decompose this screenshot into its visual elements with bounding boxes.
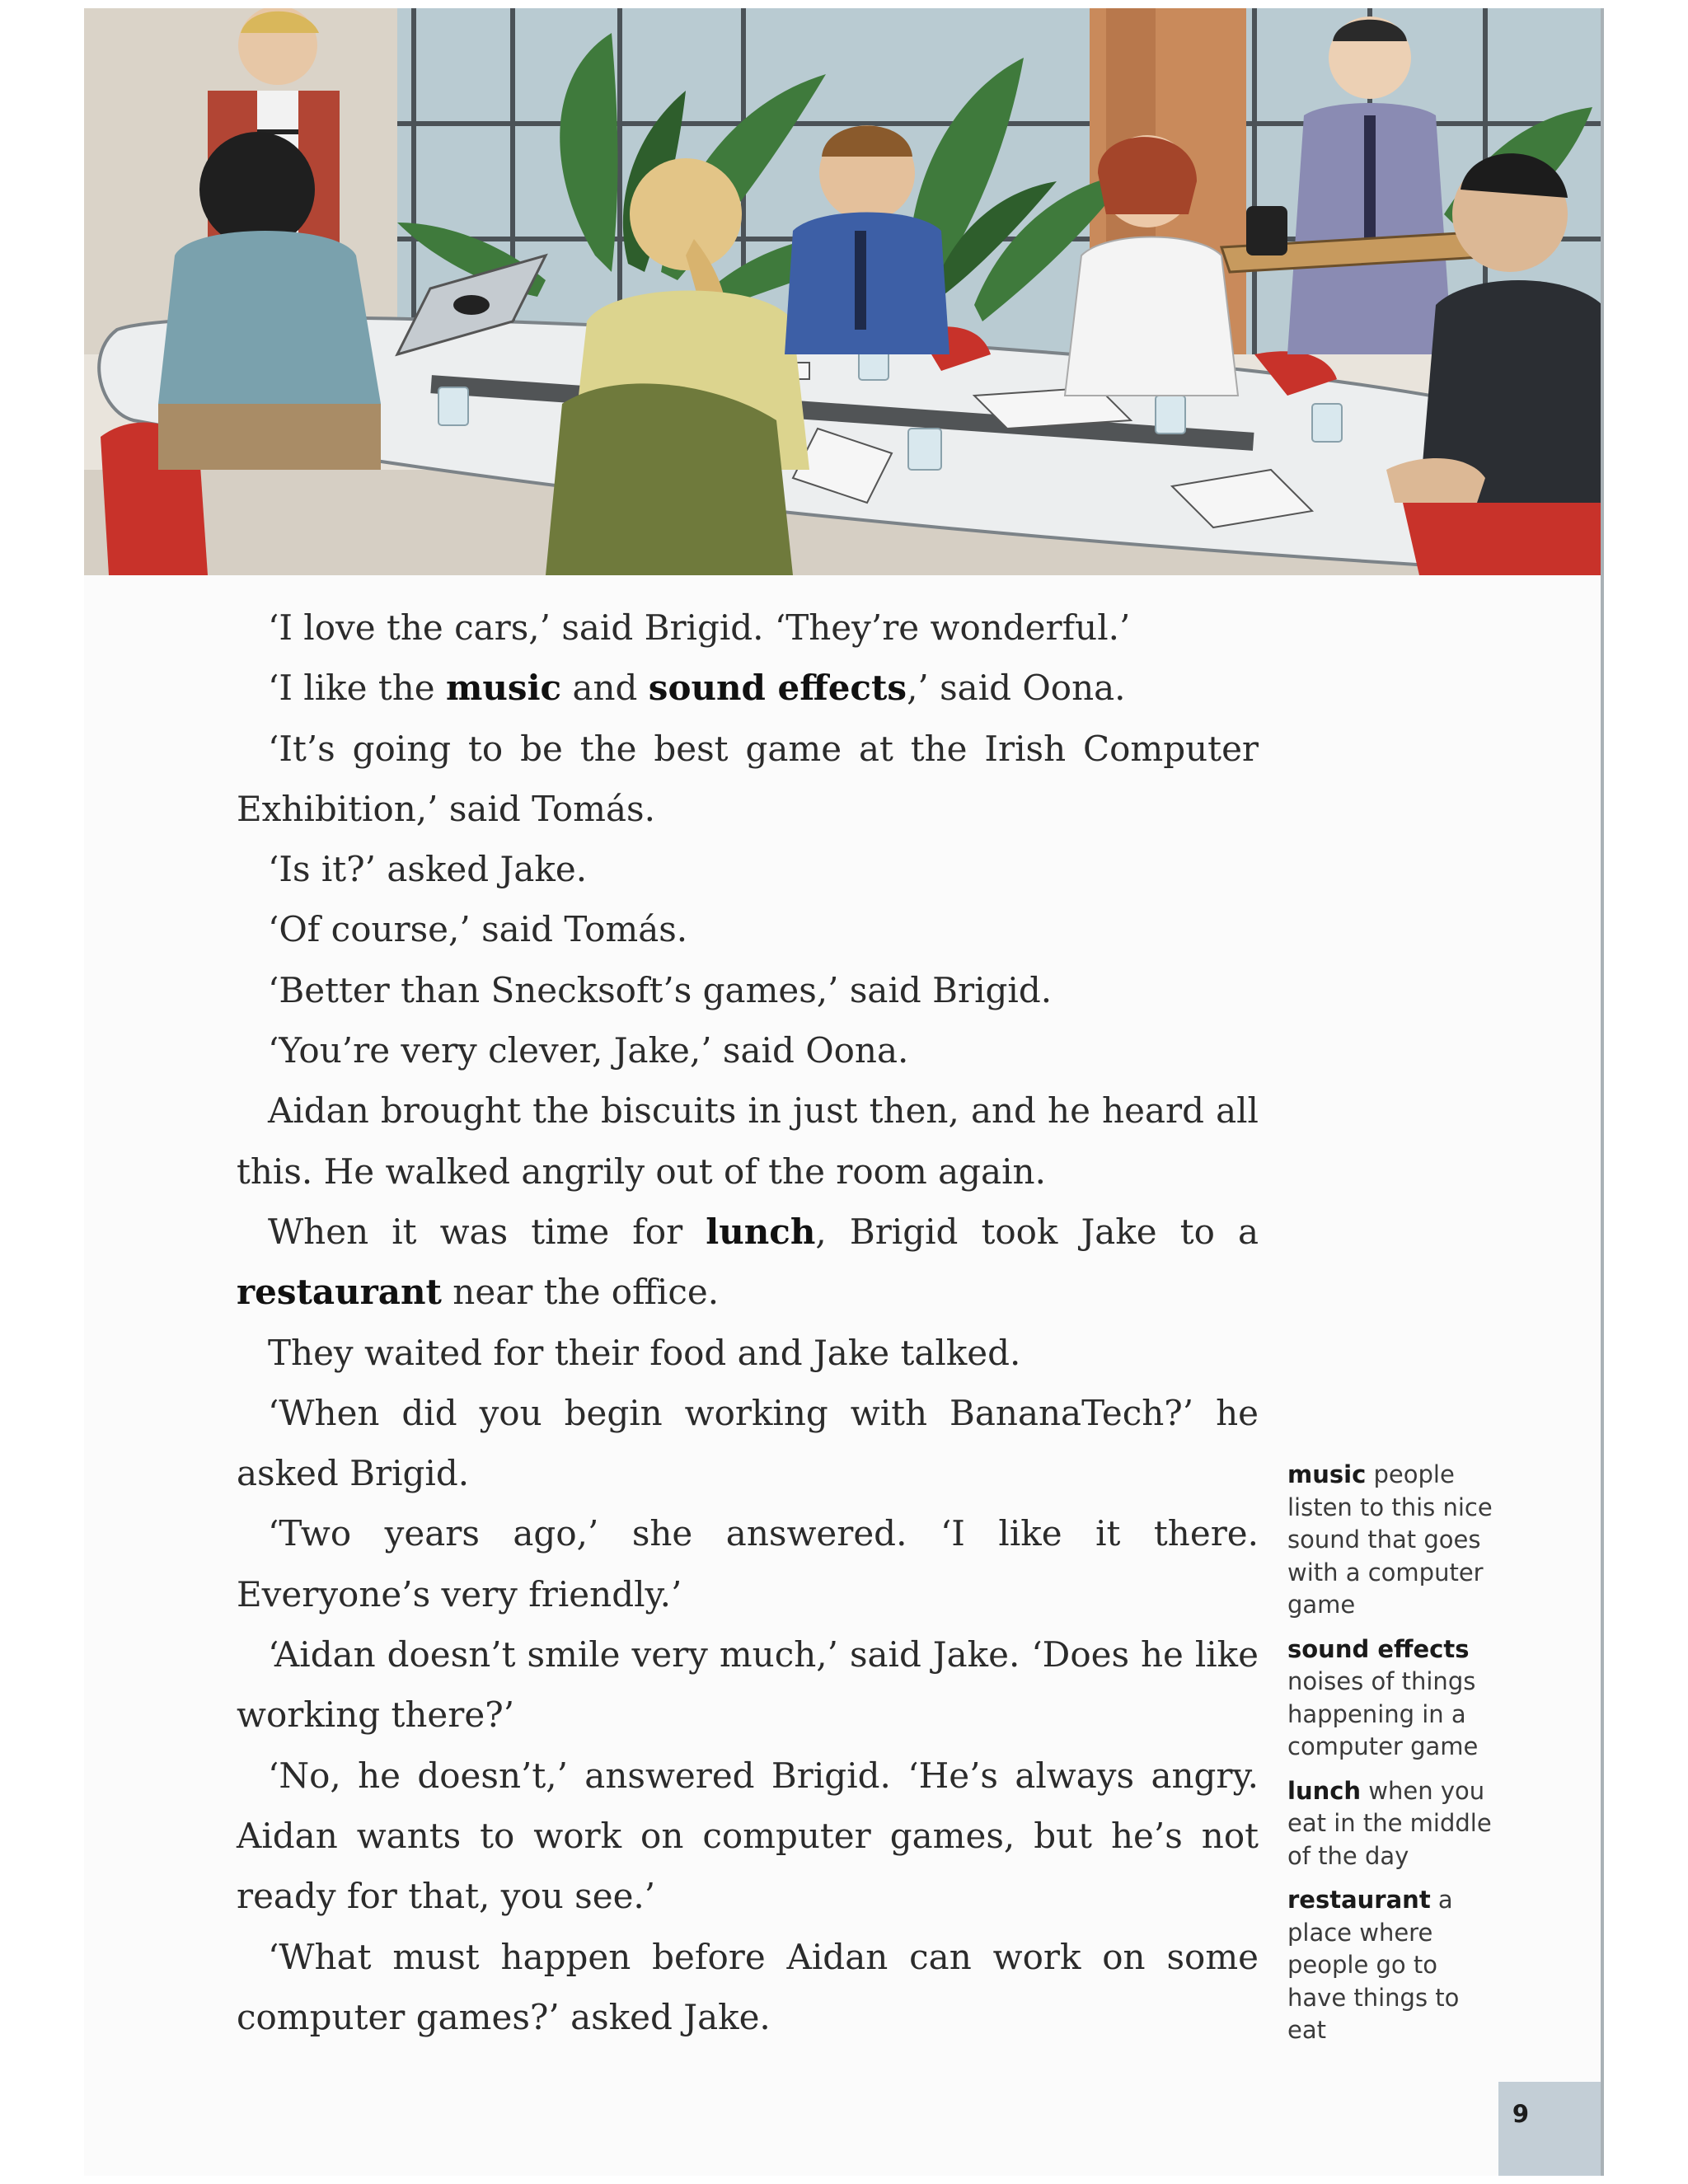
glossary-definition: a place where people go to have things to eat [1287,1886,1460,2044]
story-text-run: ‘Two years ago,’ she answered. ‘I like it there. Everyone’s very friendly.’ [237,1513,1259,1615]
story-paragraph [237,719,1259,840]
story-text-run: ‘What must happen before Aidan can work on some computer games?’ asked Jake. [237,1936,1259,2037]
story-paragraph [237,1624,1259,1746]
story-paragraph [237,1927,1259,2048]
story-text-run: ‘Of course,’ said Tomás. [268,909,688,950]
glossary-keyword: sound effects [648,668,907,709]
story-text-run: , Brigid took Jake to a [815,1211,1259,1252]
book-page [84,8,1602,2176]
story-paragraph [237,658,1259,718]
story-text-run: ‘Aidan doesn’t smile very much,’ said Jake. ‘Does he like working there?’ [237,1634,1259,1736]
story-text-run: and [561,668,649,709]
glossary-entry [1287,1775,1502,1873]
story-paragraph [237,1383,1259,1504]
page-edge [1601,8,1604,2176]
story-text-run: ‘No, he doesn’t,’ answered Brigid. ‘He’s always angry. Aidan wants to work on computer games, but he’s not ready for that, you see.’ [237,1755,1259,1917]
story-paragraph [237,1202,1259,1323]
glossary-entry [1287,1459,1502,1622]
glossary-keyword: lunch [706,1211,816,1252]
story-paragraph [237,960,1259,1020]
story-paragraph [237,1323,1259,1383]
story-text-run: When it was time for [268,1211,706,1252]
story-text-run: ‘Better than Snecksoft’s games,’ said Brigid. [268,969,1053,1010]
story-text-run: Aidan brought the biscuits in just then, and he heard all this. He walked angrily out of the room again. [237,1090,1259,1192]
story-text-run: ‘It’s going to be the best game at the Irish Computer Exhibition,’ said Tomás. [237,728,1259,829]
glossary-keyword: music [445,668,562,709]
glossary-keyword: restaurant [237,1272,442,1313]
story-paragraph [237,1503,1259,1624]
story-text-run: ‘When did you begin working with BananaTech?’ he asked Brigid. [237,1392,1259,1494]
glossary-entry [1287,1884,1502,2047]
story-text-run: near the office. [441,1272,720,1313]
meeting-room-illustration [84,8,1602,575]
story-paragraph [237,899,1259,959]
story-text-run: ‘I like the [268,668,446,709]
glossary-definition: noises of things happening in a computer game [1287,1667,1479,1760]
story-text-run: ‘Is it?’ asked Jake. [268,849,588,890]
glossary-term: music [1287,1460,1367,1488]
story-text-run: ‘You’re very clever, Jake,’ said Oona. [268,1030,909,1071]
story-paragraph [237,1746,1259,1927]
story-text [237,598,1259,2047]
story-text-run: ,’ said Oona. [907,668,1126,709]
story-text-run: ‘I love the cars,’ said Brigid. ‘They’re wonderful.’ [268,607,1131,648]
page-number-tab [1498,2082,1602,2176]
glossary-sidebar [1287,1459,1502,2059]
glossary-term: restaurant [1287,1886,1431,1914]
glossary-term: sound effects [1287,1634,1470,1663]
story-paragraph [237,1080,1259,1202]
story-paragraph [237,1020,1259,1080]
page-number: 9 [1512,2100,1530,2128]
story-paragraph [237,839,1259,899]
glossary-term: lunch [1287,1776,1362,1805]
story-paragraph [237,598,1259,658]
glossary-definition: when you eat in the middle of the day [1287,1776,1492,1870]
glossary-definition: people listen to this nice sound that goes with a computer game [1287,1460,1493,1619]
story-text-run: They waited for their food and Jake talked. [268,1332,1021,1373]
glossary-entry [1287,1633,1502,1764]
